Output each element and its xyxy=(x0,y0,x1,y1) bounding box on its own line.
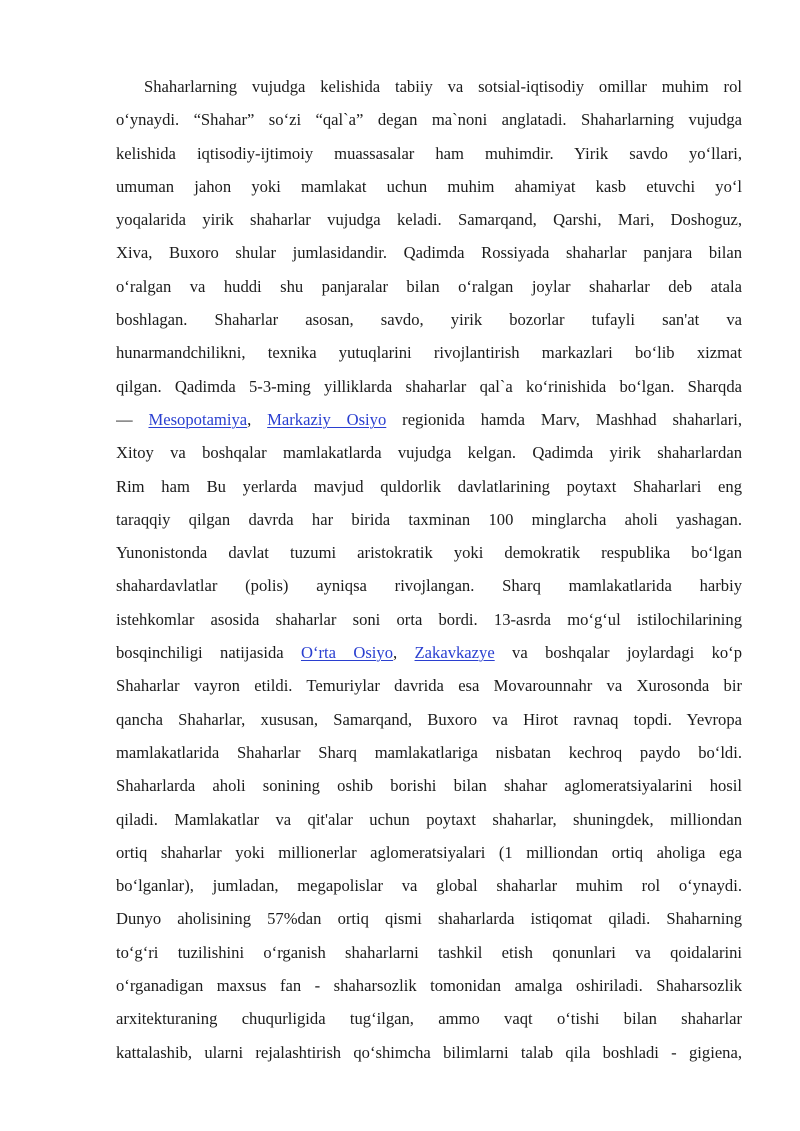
text-segment: Dunyo aholisining 57%dan ortiq qismi shaharlarda istiqomat qiladi. Shaharning xyxy=(116,909,742,929)
text-segment: , xyxy=(247,409,268,429)
text-line xyxy=(116,137,742,170)
text-segment: — xyxy=(116,409,149,429)
text-segment: regionida hamda Marv, Mashhad shaharlari, xyxy=(386,409,742,429)
text-segment: Xiva, Buxoro shular jumlasidandir. Qadimda Rossiyada shaharlar panjara bilan xyxy=(116,243,742,263)
text-segment: Yunonistonda davlat tuzumi aristokratik yoki demokratik respublika bo‘lgan xyxy=(116,543,742,563)
text-segment: Shaharlarning vujudga kelishida tabiiy va sotsial-iqtisodiy omillar muhim rol xyxy=(144,77,742,96)
text-segment: yoqalarida yirik shaharlar vujudga keladi. Samarqand, Qarshi, Mari, Doshoguz, xyxy=(116,210,742,230)
text-line xyxy=(116,336,742,369)
text-line xyxy=(116,669,742,702)
text-line xyxy=(116,1036,742,1069)
text-segment: o‘rganadigan maxsus fan - shaharsozlik tomonidan amalga oshiriladi. Shaharsozlik xyxy=(116,976,742,996)
text-line xyxy=(116,436,742,469)
body-paragraph xyxy=(116,70,742,1069)
text-line xyxy=(116,270,742,303)
text-line xyxy=(116,969,742,1002)
text-segment: Shaharlarda aholi sonining oshib borishi bilan shahar aglomeratsiyalarini hosil xyxy=(116,776,742,796)
text-segment: o‘ralgan va huddi shu panjaralar bilan o‘ralgan joylar shaharlar deb atala xyxy=(116,276,742,296)
text-line xyxy=(116,703,742,736)
hyperlink[interactable]: O‘rta Osiyo xyxy=(300,643,394,663)
text-line xyxy=(116,836,742,869)
text-segment: Shaharlar vayron etildi. Temuriylar davrida esa Movarounnahr va Xurosonda bir xyxy=(116,676,742,696)
text-segment: shahardavlatlar (polis) ayniqsa rivojlangan. Sharq mamlakatlarida harbiy xyxy=(116,576,742,596)
text-segment: qilgan. Qadimda 5-3-ming yilliklarda shaharlar qal`a ko‘rinishida bo‘lgan. Sharqda xyxy=(116,376,742,396)
text-line xyxy=(116,736,742,769)
text-segment: kelishida iqtisodiy-ijtimoiy muassasalar ham muhimdir. Yirik savdo yo‘llari, xyxy=(116,143,742,163)
hyperlink[interactable]: Markaziy Osiyo xyxy=(267,409,387,429)
text-line xyxy=(116,1002,742,1035)
text-segment: bosqinchiligi natijasida xyxy=(116,643,301,663)
text-line xyxy=(116,70,742,103)
text-line xyxy=(116,769,742,802)
text-line xyxy=(116,170,742,203)
hyperlink[interactable]: Zakavkazye xyxy=(414,643,495,663)
text-line xyxy=(116,636,742,669)
text-line xyxy=(116,536,742,569)
text-segment: Rim ham Bu yerlarda mavjud quldorlik davlatlarining poytaxt Shaharlari eng xyxy=(116,476,742,496)
text-segment: qiladi. Mamlakatlar va qit'alar uchun poytaxt shaharlar, shuningdek, milliondan xyxy=(116,809,742,829)
text-segment: mamlakatlarida Shaharlar Sharq mamlakatlariga nisbatan kechroq paydo bo‘ldi. xyxy=(116,742,742,762)
text-line xyxy=(116,370,742,403)
text-segment: hunarmandchilikni, texnika yutuqlarini rivojlantirish markazlari bo‘lib xizmat xyxy=(116,343,742,363)
text-line xyxy=(116,403,742,436)
text-line xyxy=(116,236,742,269)
text-segment: kattalashib, ularni rejalashtirish qo‘shimcha bilimlarni talab qila boshladi - gigiena, xyxy=(116,1042,742,1062)
text-segment: ortiq shaharlar yoki millionerlar aglomeratsiyalari (1 milliondan ortiq aholiga ega xyxy=(116,842,742,862)
text-line xyxy=(116,569,742,602)
text-line xyxy=(116,603,742,636)
text-segment: umuman jahon yoki mamlakat uchun muhim ahamiyat kasb etuvchi yo‘l xyxy=(116,176,742,196)
text-segment: bo‘lganlar), jumladan, megapolislar va global shaharlar muhim rol o‘ynaydi. xyxy=(116,876,742,896)
text-segment: taraqqiy qilgan davrda har birida taxminan 100 minglarcha aholi yashagan. xyxy=(116,509,742,529)
text-segment: arxitekturaning chuqurligida tug‘ilgan, ammo vaqt o‘tishi bilan shaharlar xyxy=(116,1009,742,1029)
text-line xyxy=(116,936,742,969)
text-line xyxy=(116,869,742,902)
text-line xyxy=(116,203,742,236)
text-segment: to‘g‘ri tuzilishini o‘rganish shaharlarni tashkil etish qonunlari va qoidalarini xyxy=(116,942,742,962)
text-segment: boshlagan. Shaharlar asosan, savdo, yirik bozorlar tufayli san'at va xyxy=(116,310,742,330)
text-segment: istehkomlar asosida shaharlar soni orta bordi. 13-asrda mo‘g‘ul istilochilarining xyxy=(116,609,742,629)
text-line xyxy=(116,803,742,836)
text-segment: Xitoy va boshqalar mamlakatlarda vujudga kelgan. Qadimda yirik shaharlardan xyxy=(116,443,742,463)
text-line xyxy=(116,902,742,935)
text-segment: qancha Shaharlar, xususan, Samarqand, Buxoro va Hirot ravnaq topdi. Yevropa xyxy=(116,709,742,729)
text-segment: , xyxy=(393,643,415,663)
text-segment: o‘ynaydi. “Shahar” so‘zi “qal`a” degan ma`noni anglatadi. Shaharlarning vujudga xyxy=(116,110,742,130)
text-line xyxy=(116,303,742,336)
hyperlink[interactable]: Mesopotamiya xyxy=(148,409,248,429)
text-segment: va boshqalar joylardagi ko‘p xyxy=(494,643,742,663)
text-line xyxy=(116,103,742,136)
text-line xyxy=(116,503,742,536)
text-line xyxy=(116,470,742,503)
